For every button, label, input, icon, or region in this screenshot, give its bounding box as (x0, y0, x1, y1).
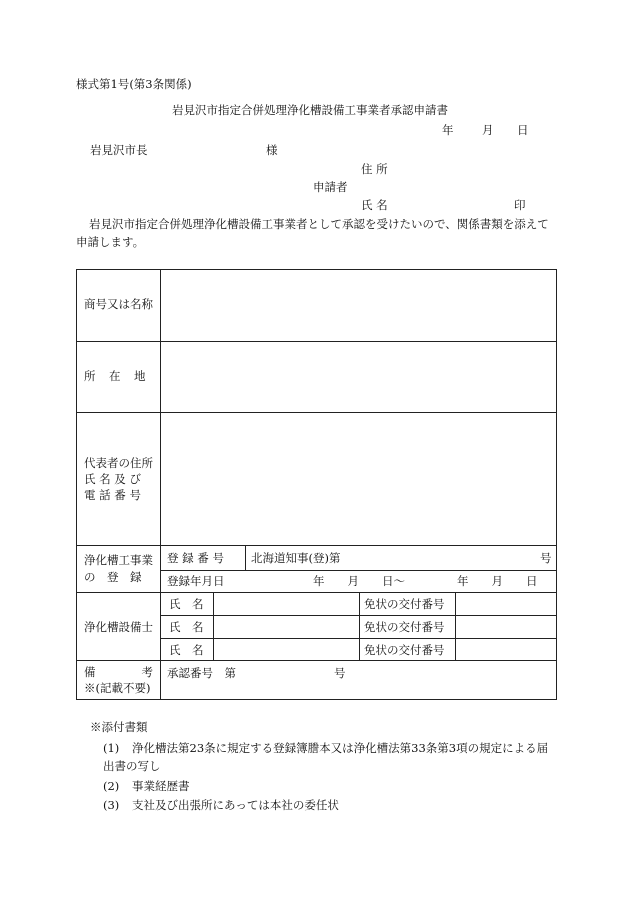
engineer-2-name-label: 氏 名 (169, 620, 204, 634)
approval-number-suffix: 号 (334, 666, 346, 680)
remarks-label-line2: ※(記載不要) (84, 681, 151, 695)
trade-name-field[interactable] (161, 270, 555, 341)
remarks-label-line1: 備 考 (84, 665, 153, 679)
attachments-heading: ※添付書類 (90, 720, 148, 734)
name-label: 氏 名 (361, 198, 388, 212)
attachment-2-text: 事業経歴書 (132, 779, 190, 793)
attachment-1-text: 浄化槽法第23条に規定する登録簿謄本又は浄化槽法第33条第3項の規定による届 (132, 741, 549, 755)
year-label: 年 (442, 123, 454, 137)
attachment-1-continuation: 出書の写し (103, 759, 161, 773)
registration-date-label: 登録年月日 (167, 574, 225, 588)
attachment-1-number: (1) (103, 741, 120, 755)
engineer-label: 浄化槽設備士 (84, 620, 153, 634)
document-title: 岩見沢市指定合併処理浄化槽設備工事業者承認申請書 (172, 103, 448, 117)
form-number: 様式第1号(第3条関係) (76, 77, 192, 91)
registration-number-value[interactable]: 北海道知事(登)第 (251, 551, 341, 565)
attachment-3-number: (3) (103, 798, 120, 812)
registration-label-line2: の 登 録 (84, 570, 142, 584)
month-label: 月 (482, 123, 494, 137)
body-text: 岩見沢市指定合併処理浄化槽設備工事業者として承認を受けたいので、関係書類を添えて申請します。 (76, 217, 549, 249)
attachment-2-number: (2) (103, 779, 120, 793)
engineer-2-license-label: 免状の交付番号 (364, 620, 445, 634)
addressee-name: 岩見沢市長 (90, 143, 148, 157)
address-label: 住 所 (361, 162, 388, 176)
registration-number-label: 登 録 番 号 (167, 551, 224, 565)
registration-date-to[interactable]: 年 月 日 (457, 574, 538, 588)
registration-date-from[interactable]: 年 月 日～ (313, 574, 405, 588)
representative-label-line3: 電 話 番 号 (84, 488, 141, 502)
engineer-3-license-label: 免状の交付番号 (364, 643, 445, 657)
representative-field[interactable] (161, 413, 555, 545)
attachment-3-text: 支社及び出張所にあっては本社の委任状 (132, 798, 339, 812)
addressee-honorific: 様 (266, 143, 278, 157)
location-label: 所 在 地 (84, 369, 147, 383)
registration-label-line1: 浄化槽工事業 (84, 553, 153, 567)
approval-number-label: 承認番号 第 (167, 666, 236, 680)
engineer-3-name-label: 氏 名 (169, 643, 204, 657)
representative-label-line1: 代表者の住所 (84, 456, 153, 470)
applicant-label: 申請者 (313, 180, 348, 194)
application-form-table (76, 269, 557, 700)
representative-label-line2: 氏 名 及 び (84, 472, 141, 486)
engineer-1-license-label: 免状の交付番号 (364, 597, 445, 611)
location-field[interactable] (161, 342, 555, 412)
trade-name-label: 商号又は名称 (84, 297, 153, 311)
day-label: 日 (517, 123, 529, 137)
seal-label: 印 (514, 198, 526, 212)
registration-number-suffix: 号 (540, 551, 552, 565)
engineer-1-name-label: 氏 名 (169, 597, 204, 611)
